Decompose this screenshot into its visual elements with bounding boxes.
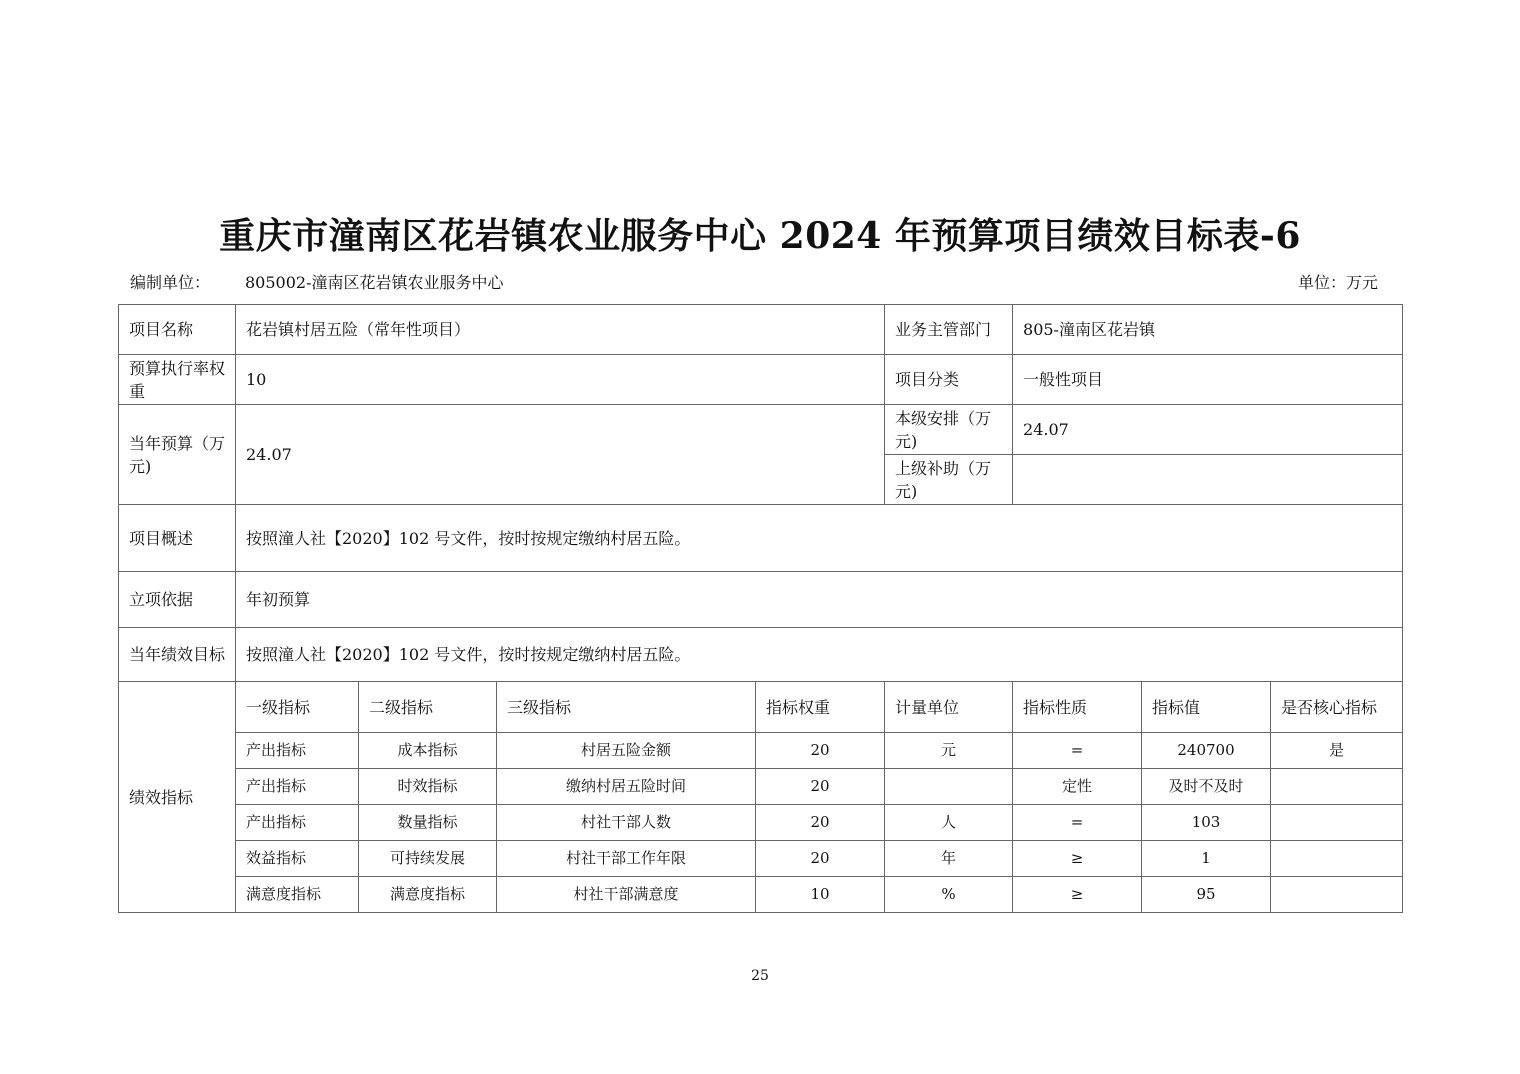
indicator-value: 103 <box>1142 805 1271 841</box>
indicator-level2: 成本指标 <box>359 733 497 769</box>
indicator-value: 及时不及时 <box>1142 769 1271 805</box>
indicator-weight: 20 <box>756 769 885 805</box>
dept-label: 业务主管部门 <box>885 305 1013 355</box>
indicator-level1: 满意度指标 <box>236 877 359 913</box>
header-core: 是否核心指标 <box>1271 682 1403 733</box>
indicators-section-label: 绩效指标 <box>119 682 236 913</box>
indicator-level1: 产出指标 <box>236 805 359 841</box>
header-unit: 计量单位 <box>885 682 1013 733</box>
indicator-core: 是 <box>1271 733 1403 769</box>
category-value: 一般性项目 <box>1013 355 1403 405</box>
project-name-label: 项目名称 <box>119 305 236 355</box>
overview-value: 按照潼人社【2020】102 号文件，按时按规定缴纳村居五险。 <box>236 505 1403 572</box>
indicator-nature: ≥ <box>1013 877 1142 913</box>
indicator-value: 95 <box>1142 877 1271 913</box>
indicator-level1: 效益指标 <box>236 841 359 877</box>
indicator-level1: 产出指标 <box>236 769 359 805</box>
header-level2: 二级指标 <box>359 682 497 733</box>
indicator-level2: 时效指标 <box>359 769 497 805</box>
category-label: 项目分类 <box>885 355 1013 405</box>
indicator-level3: 村社干部工作年限 <box>497 841 756 877</box>
indicator-value: 240700 <box>1142 733 1271 769</box>
indicator-row <box>119 769 1403 805</box>
header-value: 指标值 <box>1142 682 1271 733</box>
upper-subsidy-value <box>1013 455 1403 505</box>
indicator-level3: 村社干部人数 <box>497 805 756 841</box>
indicator-weight: 20 <box>756 733 885 769</box>
dept-value: 805-潼南区花岩镇 <box>1013 305 1403 355</box>
performance-target-table <box>118 304 1403 913</box>
indicator-row <box>119 805 1403 841</box>
project-name-value: 花岩镇村居五险（常年性项目） <box>236 305 885 355</box>
indicator-weight: 10 <box>756 877 885 913</box>
compiling-unit-value: 805002-潼南区花岩镇农业服务中心 <box>245 273 504 292</box>
header-nature: 指标性质 <box>1013 682 1142 733</box>
local-funding-label: 本级安排（万元) <box>885 405 1013 455</box>
compiling-unit-label: 编制单位： <box>130 273 211 292</box>
indicator-value: 1 <box>1142 841 1271 877</box>
indicator-level2: 满意度指标 <box>359 877 497 913</box>
indicator-core <box>1271 769 1403 805</box>
indicator-level3: 村居五险金额 <box>497 733 756 769</box>
basis-value: 年初预算 <box>236 572 1403 628</box>
indicator-nature: ≥ <box>1013 841 1142 877</box>
indicator-level3: 村社干部满意度 <box>497 877 756 913</box>
indicator-core <box>1271 841 1403 877</box>
indicator-unit: 元 <box>885 733 1013 769</box>
indicator-level2: 可持续发展 <box>359 841 497 877</box>
indicator-core <box>1271 805 1403 841</box>
exec-weight-value: 10 <box>236 355 885 405</box>
page-number: 25 <box>751 968 769 984</box>
indicator-weight: 20 <box>756 805 885 841</box>
local-funding-value: 24.07 <box>1013 405 1403 455</box>
indicator-unit: 人 <box>885 805 1013 841</box>
overview-label: 项目概述 <box>119 505 236 572</box>
goal-label: 当年绩效目标 <box>119 628 236 682</box>
indicator-level3: 缴纳村居五险时间 <box>497 769 756 805</box>
page-title: 重庆市潼南区花岩镇农业服务中心 2024 年预算项目绩效目标表-6 <box>219 215 1301 257</box>
indicator-nature: = <box>1013 805 1142 841</box>
indicator-nature: = <box>1013 733 1142 769</box>
goal-value: 按照潼人社【2020】102 号文件，按时按规定缴纳村居五险。 <box>236 628 1403 682</box>
indicator-level2: 数量指标 <box>359 805 497 841</box>
indicator-row <box>119 877 1403 913</box>
indicator-weight: 20 <box>756 841 885 877</box>
indicator-unit <box>885 769 1013 805</box>
indicator-core <box>1271 877 1403 913</box>
indicator-unit: % <box>885 877 1013 913</box>
upper-subsidy-label: 上级补助（万元) <box>885 455 1013 505</box>
exec-weight-label: 预算执行率权重 <box>119 355 236 405</box>
indicator-unit: 年 <box>885 841 1013 877</box>
currency-unit: 单位：万元 <box>1298 273 1379 292</box>
indicator-row <box>119 733 1403 769</box>
indicator-nature: 定性 <box>1013 769 1142 805</box>
header-weight: 指标权重 <box>756 682 885 733</box>
basis-label: 立项依据 <box>119 572 236 628</box>
indicator-row <box>119 841 1403 877</box>
indicator-level1: 产出指标 <box>236 733 359 769</box>
budget-value: 24.07 <box>236 405 885 505</box>
compiling-unit <box>130 270 504 293</box>
budget-label: 当年预算（万元) <box>119 405 236 505</box>
header-level3: 三级指标 <box>497 682 756 733</box>
header-level1: 一级指标 <box>236 682 359 733</box>
